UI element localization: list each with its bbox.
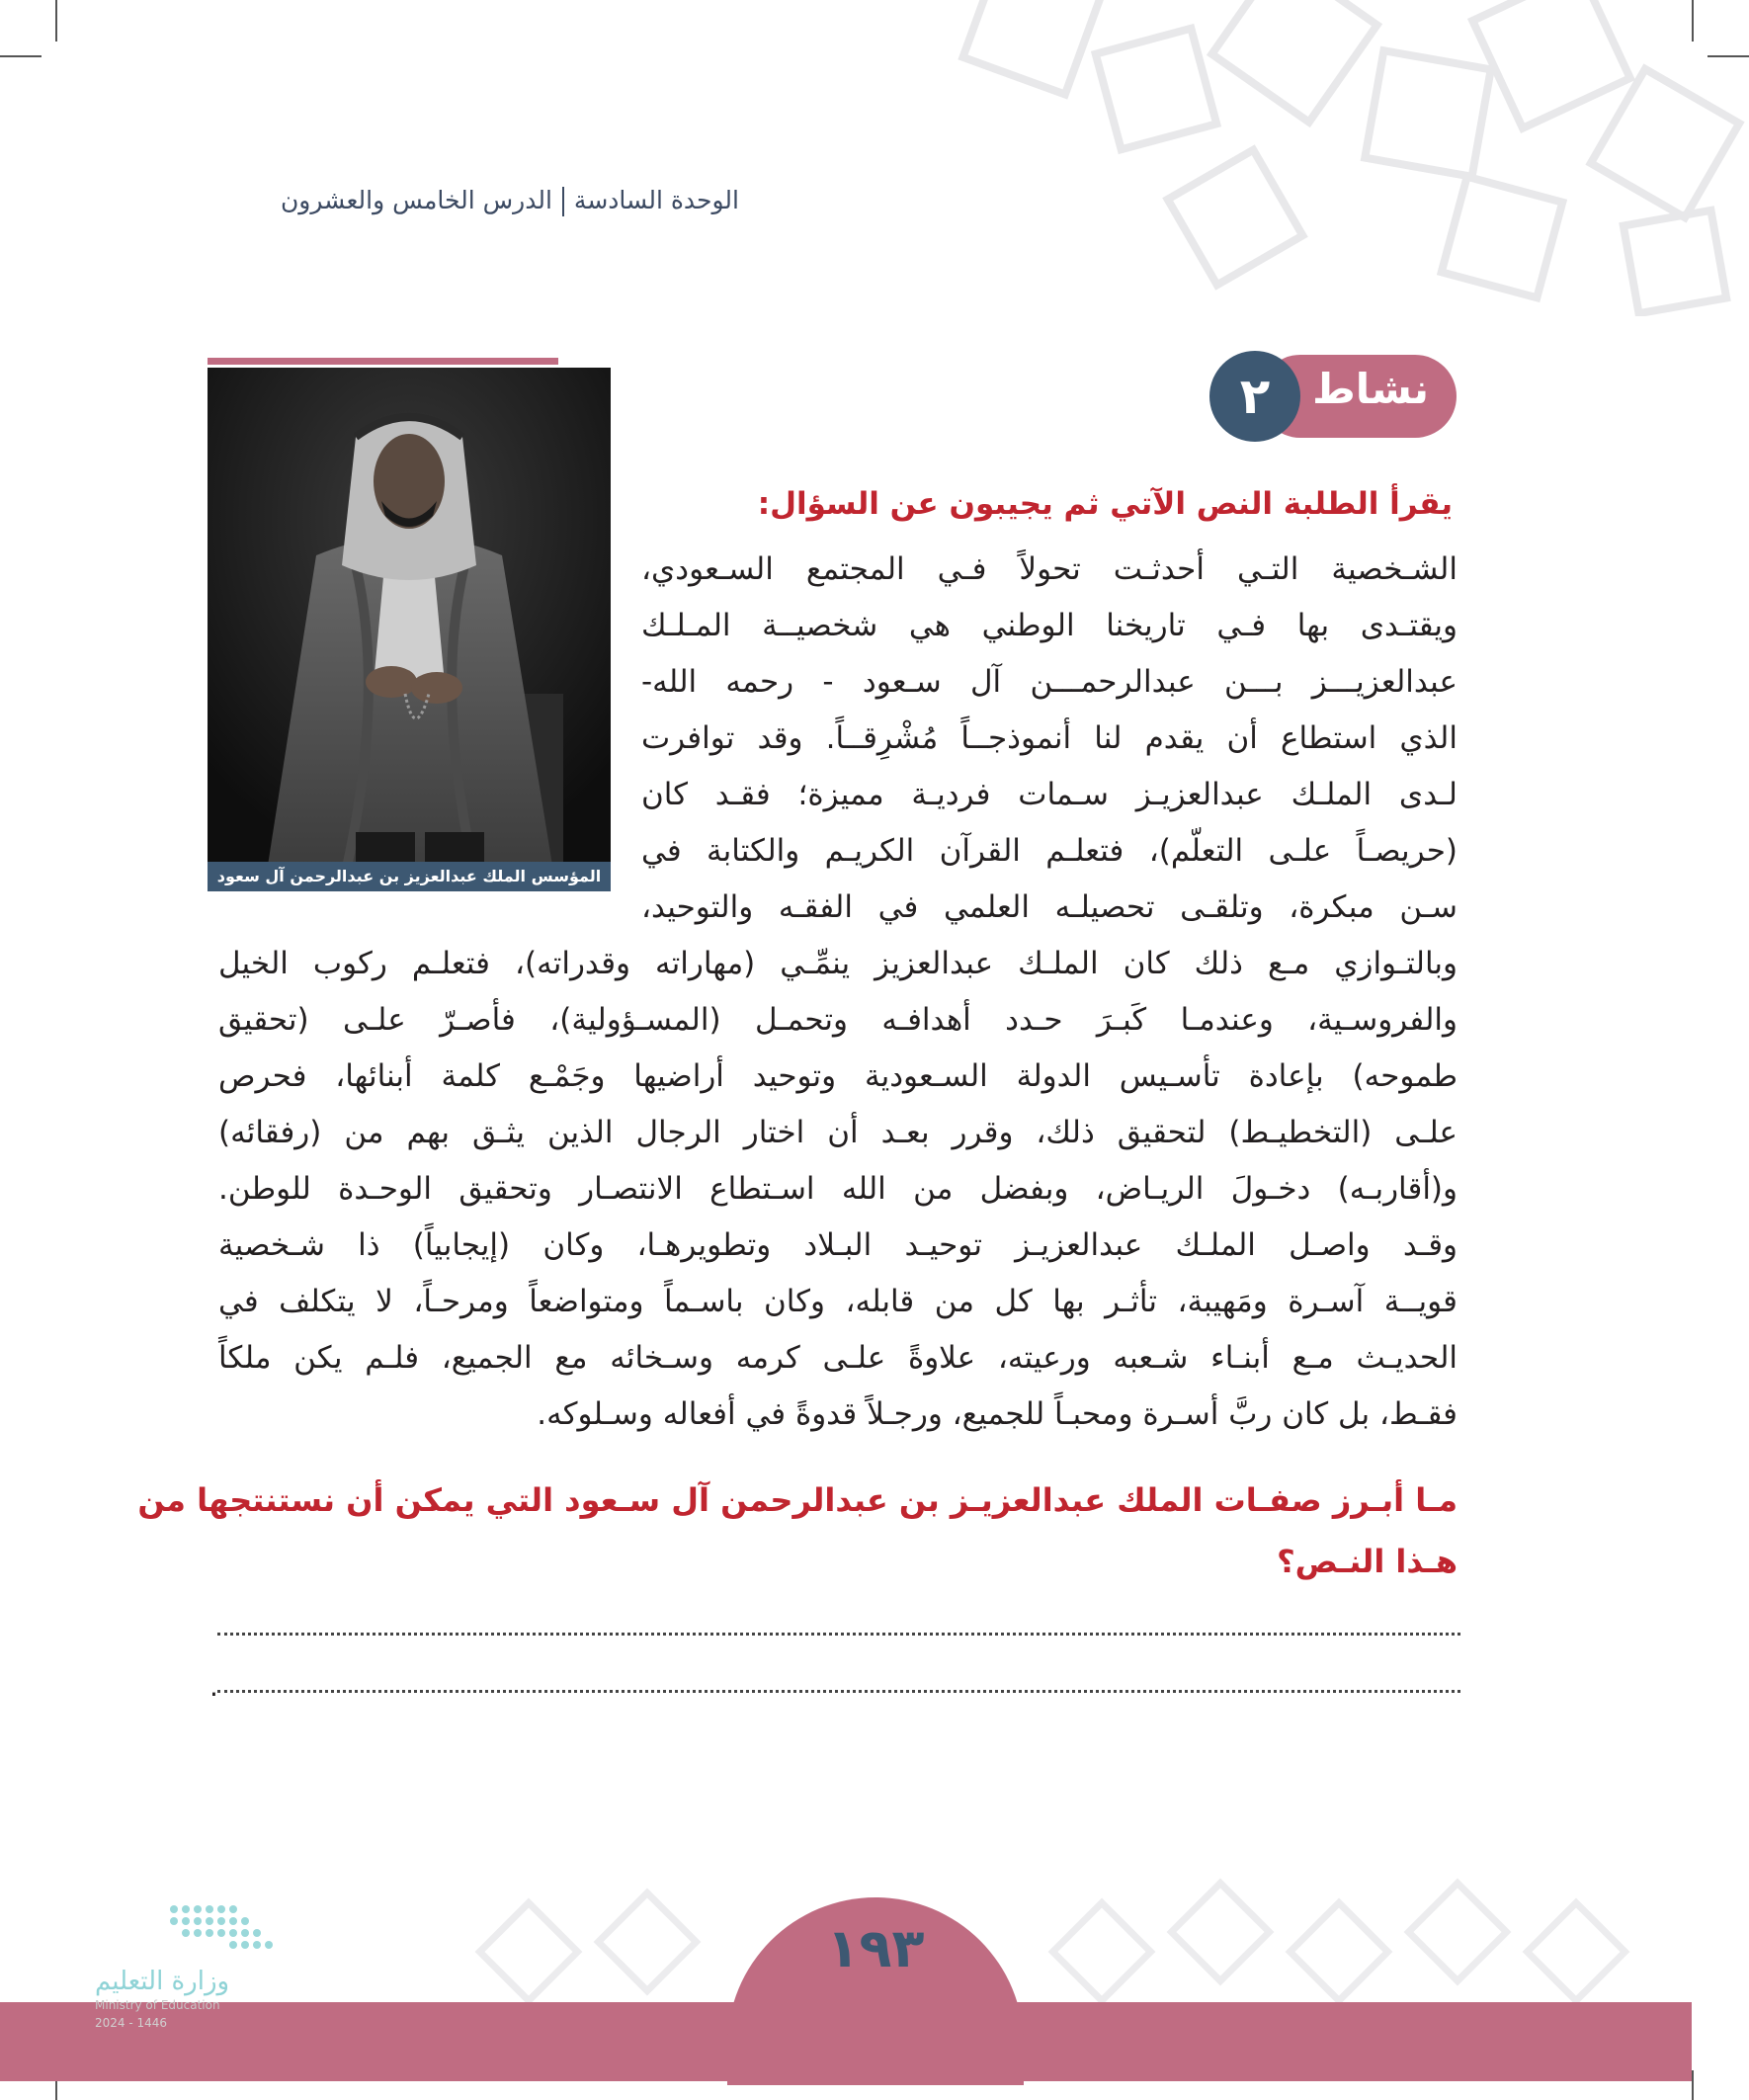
answer-end-mark: . bbox=[209, 1670, 218, 1703]
portrait-image bbox=[208, 368, 611, 872]
body-line: ويقتـدى بها فـي تاريخنا الوطني هي شخصيــة المـلـك bbox=[641, 608, 1458, 643]
body-line: الذي استطاع أن يقدم لنا أنموذجــاً مُشْرِقــاً. وقد توافرت bbox=[641, 720, 1458, 756]
header-separator bbox=[562, 187, 564, 216]
crop-mark bbox=[55, 0, 57, 42]
body-line: الحديـث مـع أبنـاء شـعبه ورعيته، علاوةً علـى كرمه وسـخائه مع الجميع، فلـم يكن ملكاً bbox=[218, 1340, 1458, 1376]
body-line: عبدالعزيـــز بـــن عبدالرحمـــن آل سـعود - رحمه الله- bbox=[641, 664, 1458, 700]
body-line: سـن مبكرة، وتلقـى تحصيلـه العلمي في الفقـه والتوحيد، bbox=[641, 889, 1458, 925]
answer-line[interactable] bbox=[217, 1633, 1460, 1636]
body-line: و(أقاربـه) دخـولَ الريـاض، وبفضل من الله اسـتطاع الانتصـار وتحقيق الوحـدة للوطن. bbox=[218, 1171, 1458, 1207]
body-line: علـى (التخطيـط) لتحقيق ذلك، وقرر بعـد أن اختار الرجال الذين يثـق بهم من (رفقائه) bbox=[218, 1115, 1458, 1150]
edition-year: 2024 - 1446 bbox=[95, 2016, 168, 2030]
body-line: الشـخصية التـي أحدثـت تحولاً فـي المجتمع السـعودي، bbox=[641, 551, 1458, 587]
body-line: قويــة آسـرة ومَهيبة، تأثـر بها كل من قابله، وكان باسـماً ومتواضعاً ومرحـاً، لا يتكلف في bbox=[218, 1284, 1458, 1319]
question-line-2: هـذا النـص؟ bbox=[1277, 1543, 1458, 1580]
unit-title: الوحدة السادسة bbox=[573, 186, 739, 214]
body-line: لـدى الملـك عبدالعزيـز سـمات فرديـة مميزة؛ فقـد كان bbox=[641, 777, 1458, 812]
activity-instruction: يقرأ الطلبة النص الآتي ثم يجيبون عن السؤال: bbox=[757, 486, 1453, 522]
crop-mark bbox=[0, 55, 42, 57]
background-pattern bbox=[939, 0, 1749, 316]
page-number: ١٩٣ bbox=[826, 1917, 925, 1979]
body-line: وبالتـوازي مـع ذلك كان الملـك عبدالعزيز ينمِّـي (مهاراته وقدراته)، فتعلـم ركوب الخيل bbox=[218, 946, 1458, 981]
footer-pattern bbox=[455, 1878, 1739, 2006]
portrait-photo bbox=[208, 368, 611, 872]
portrait-caption: المؤسس الملك عبدالعزيز بن عبدالرحمن آل سعود bbox=[208, 862, 611, 891]
question-line-1: مـا أبـرز صفـات الملك عبدالعزيـز بن عبدالرحمن آل سـعود التي يمكن أن نستنتجها من bbox=[137, 1481, 1458, 1519]
crop-mark bbox=[1707, 55, 1749, 57]
body-line: (حريصـاً علـى التعلّم)، فتعلـم القرآن الكريـم والكتابة في bbox=[641, 833, 1458, 869]
ministry-name-en: Ministry of Education bbox=[95, 1998, 220, 2012]
activity-badge bbox=[1209, 351, 1457, 442]
lesson-title: الدرس الخامس والعشرون bbox=[280, 186, 552, 214]
portrait-frame bbox=[208, 358, 611, 899]
ministry-name: وزارة التعليم bbox=[95, 1967, 230, 1996]
running-header bbox=[281, 186, 739, 216]
body-line: والفروسـية، وعندمـا كَبـرَ حـدد أهدافـه وتحمـل (المسـؤولية)، فأصـرّ علـى (تحقيق bbox=[218, 1002, 1458, 1038]
crop-mark bbox=[1692, 2070, 1694, 2100]
body-line: وقـد واصـل الملـك عبدالعزيـز توحيـد البـلاد وتطويرهـا، وكان (إيجابياً) ذا شـخصية bbox=[218, 1227, 1458, 1263]
crop-mark bbox=[1692, 0, 1694, 42]
body-line: طموحه) بإعادة تأسـيس الدولة السـعودية وتوحيد أراضيها وجَمْـع كلمة أبنائها، فحرص bbox=[218, 1058, 1458, 1094]
activity-label: نشاط bbox=[1312, 365, 1429, 413]
activity-number: ٢ bbox=[1209, 351, 1300, 442]
answer-line[interactable] bbox=[217, 1690, 1460, 1693]
portrait-accent-bar bbox=[208, 358, 558, 365]
body-line: فقـط، بل كان ربَّ أسـرة ومحبـاً للجميع، ورجـلاً قدوةً في أفعاله وسـلوكه. bbox=[537, 1396, 1458, 1432]
